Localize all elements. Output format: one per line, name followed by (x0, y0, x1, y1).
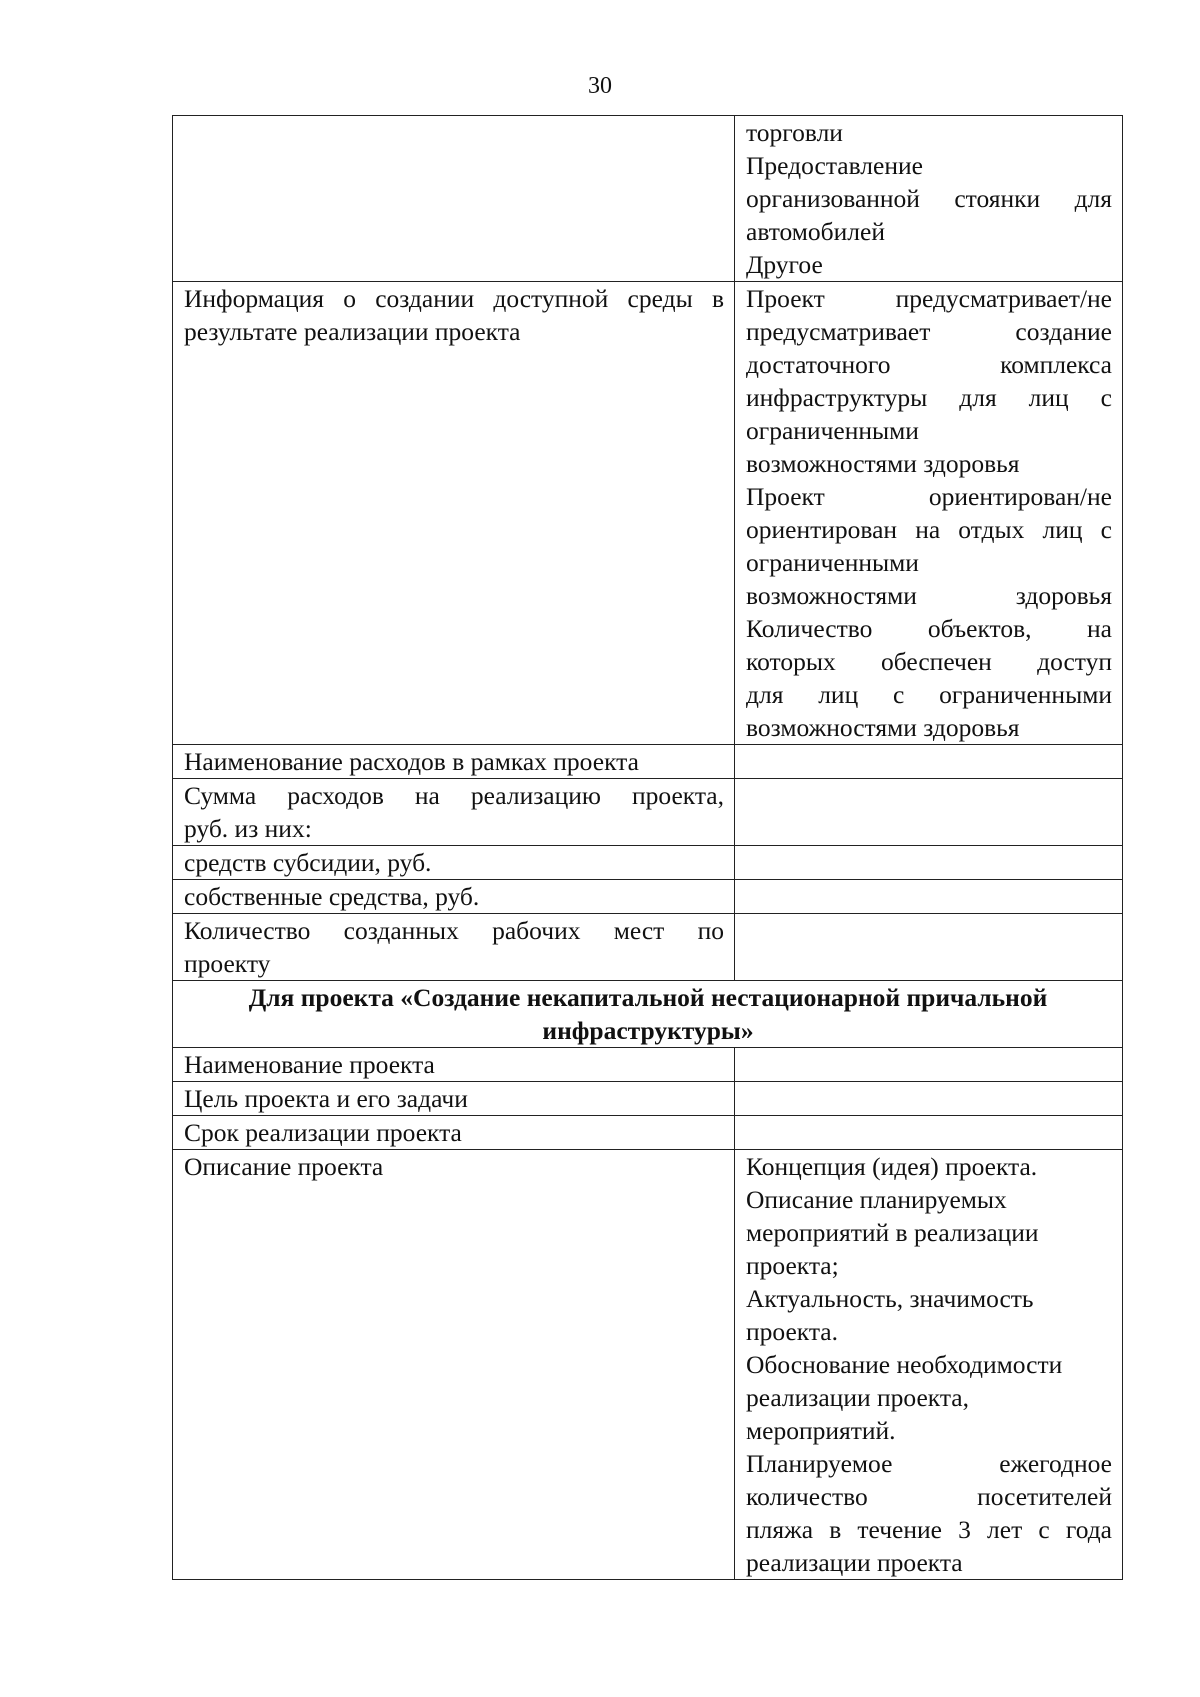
text-line: возможностями здоровья (746, 581, 1112, 610)
cell-expense-total-label (173, 779, 735, 846)
text-line: Проект предусматривает/не (746, 284, 1112, 313)
table-row-own-funds (173, 880, 1123, 914)
cell-accessible-environment-label (173, 282, 735, 745)
text-line: Другое (746, 250, 823, 279)
text-line: реализации проекта, (746, 1383, 969, 1412)
text-line: пляжа в течение 3 лет с года (746, 1515, 1112, 1544)
cell-project-name-value[interactable] (735, 1048, 1123, 1082)
cell-project-goal-value[interactable] (735, 1082, 1123, 1116)
text-line: возможностями здоровья (746, 449, 1020, 478)
cell-expense-names-label (173, 745, 735, 779)
text-line: мероприятий. (746, 1416, 896, 1445)
table-row-jobs-created (173, 914, 1123, 981)
text-line: Описание планируемых (746, 1185, 1007, 1214)
cell-project-term-label (173, 1116, 735, 1150)
table-row-expense-names (173, 745, 1123, 779)
text-line: реализации проекта (746, 1548, 963, 1577)
cell-own-funds-label (173, 880, 735, 914)
text-line: проекта; (746, 1251, 839, 1280)
section-header-line: инфраструктуры» (542, 1016, 754, 1045)
text-line: Проект ориентирован/не (746, 482, 1112, 511)
text-line: торговли (746, 118, 843, 147)
text-line: Количество объектов, на (746, 614, 1112, 643)
section-header (173, 981, 1123, 1048)
text-line: проекта. (746, 1317, 838, 1346)
table-row-subsidy-funds (173, 846, 1123, 880)
text-line: руб. из них: (184, 814, 312, 843)
text-line: которых обеспечен доступ (746, 647, 1112, 676)
cell-empty (173, 116, 735, 282)
text-line: автомобилей (746, 217, 885, 246)
cell-expense-names-value[interactable] (735, 745, 1123, 779)
table-row-project-description (173, 1150, 1123, 1580)
text-line: проекту (184, 949, 271, 978)
cell-own-funds-value[interactable] (735, 880, 1123, 914)
text-line: Цель проекта и его задачи (184, 1084, 468, 1113)
text-line: возможностями здоровья (746, 713, 1020, 742)
text-line: результате реализации проекта (184, 317, 521, 346)
table-row-section-header (173, 981, 1123, 1048)
text-line: Концепция (идея) проекта. (746, 1152, 1038, 1181)
section-header-line: Для проекта «Создание некапитальной нестационарной причальной (248, 983, 1048, 1012)
table-row-expense-total (173, 779, 1123, 846)
cell-project-description-value (735, 1150, 1123, 1580)
application-form-table (172, 115, 1123, 1580)
text-line: Наименование расходов в рамках проекта (184, 747, 639, 776)
cell-other-services-continuation (735, 116, 1123, 282)
text-line: инфраструктуры для лиц с (746, 383, 1112, 412)
text-line: количество посетителей (746, 1482, 1112, 1511)
text-line: мероприятий в реализации (746, 1218, 1039, 1247)
page-number: 30 (588, 73, 612, 99)
text-line: собственные средства, руб. (184, 882, 480, 911)
table-row-accessible-environment (173, 282, 1123, 745)
cell-subsidy-funds-label (173, 846, 735, 880)
table-row-project-term (173, 1116, 1123, 1150)
table-row-project-name (173, 1048, 1123, 1082)
text-line: Описание проекта (184, 1152, 384, 1181)
text-line: Количество созданных рабочих мест по (184, 916, 724, 945)
text-line: организованной стоянки для (746, 184, 1112, 213)
table-row-continuation (173, 116, 1123, 282)
text-line: Обоснование необходимости (746, 1350, 1063, 1379)
text-line: ограниченными (746, 548, 919, 577)
cell-expense-total-value[interactable] (735, 779, 1123, 846)
table-row-project-goal (173, 1082, 1123, 1116)
cell-project-goal-label (173, 1082, 735, 1116)
text-line: ограниченными (746, 416, 919, 445)
cell-jobs-created-value[interactable] (735, 914, 1123, 981)
text-line: Предоставление (746, 151, 923, 180)
text-line: Наименование проекта (184, 1050, 435, 1079)
text-line: средств субсидии, руб. (184, 848, 432, 877)
cell-project-term-value[interactable] (735, 1116, 1123, 1150)
text-line: Сумма расходов на реализацию проекта, (184, 781, 724, 810)
text-line: предусматривает создание (746, 317, 1112, 346)
text-line: Актуальность, значимость (746, 1284, 1034, 1313)
text-line: достаточного комплекса (746, 350, 1112, 379)
cell-subsidy-funds-value[interactable] (735, 846, 1123, 880)
cell-accessible-environment-value (735, 282, 1123, 745)
cell-project-description-label (173, 1150, 735, 1580)
cell-jobs-created-label (173, 914, 735, 981)
text-line: ориентирован на отдых лиц с (746, 515, 1112, 544)
text-line: Планируемое ежегодное (746, 1449, 1112, 1478)
text-line: для лиц с ограниченными (746, 680, 1112, 709)
text-line: Информация о создании доступной среды в (184, 284, 724, 313)
text-line: Срок реализации проекта (184, 1118, 462, 1147)
cell-project-name-label (173, 1048, 735, 1082)
